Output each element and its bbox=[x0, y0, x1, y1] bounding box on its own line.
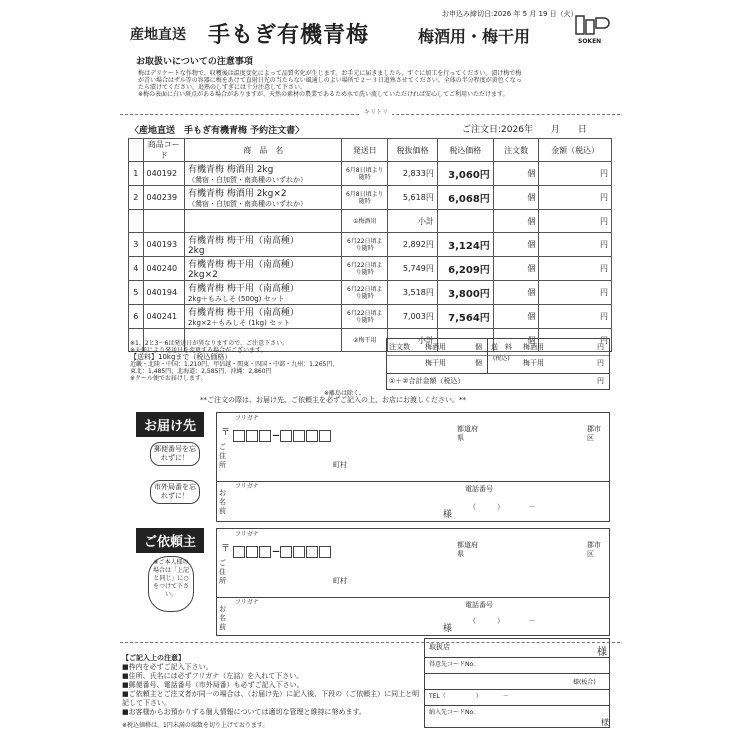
postal-code-input[interactable]: – bbox=[233, 541, 332, 560]
product-name-detail: 2kg＋もみしそ (500g) セット bbox=[187, 295, 285, 303]
row-no: 6 bbox=[129, 305, 144, 329]
form-title: 〈産地直送 手もぎ有機青梅 予約注文書〉 bbox=[130, 126, 305, 136]
note-line: ■お客様からお預かりする個人情報については適切な管理と維持に努めます。 bbox=[122, 708, 366, 716]
product-name bbox=[184, 281, 342, 305]
deliver-block bbox=[216, 412, 610, 522]
notice-line: たら漬けてください。追熟のしすぎには十分注意して下さい。 bbox=[138, 84, 307, 91]
ship-date: 6月22日頃より随時 bbox=[342, 257, 388, 281]
product-code: 040192 bbox=[143, 162, 184, 186]
requester-block bbox=[216, 528, 610, 636]
table-row bbox=[129, 305, 612, 329]
table-row bbox=[129, 281, 612, 305]
divider bbox=[387, 373, 609, 374]
amount-input[interactable]: 円 bbox=[539, 281, 612, 305]
note-line: ■住所、氏名には必ずフリガナ（左詰）を入れて下さい。 bbox=[122, 672, 304, 680]
product-name-detail: 2kg bbox=[187, 246, 205, 256]
cut-line-label: キリトリ bbox=[360, 109, 392, 116]
store-label: 取扱店 bbox=[429, 643, 450, 651]
col-ship: 発送日 bbox=[342, 139, 388, 162]
qty-input[interactable]: 個 bbox=[493, 257, 539, 281]
shipping-notes bbox=[130, 340, 380, 382]
pref-label: 都道府県 bbox=[457, 541, 478, 558]
notes-heading: 【ご記入上の注意】 bbox=[122, 654, 185, 662]
furigana-label: フリガナ bbox=[235, 483, 259, 490]
amount-input[interactable]: 円 bbox=[539, 186, 612, 210]
ship-date: 6月8日頃より随時 bbox=[342, 162, 388, 186]
row-no: 2 bbox=[129, 186, 144, 210]
notice-line: ※梅の表面に白い斑点がある場合がありますが、天然の素材の農業であるため水で洗い流していただければ安心してご利用いただけます。 bbox=[138, 91, 509, 98]
product-code: 040239 bbox=[143, 186, 184, 210]
col-amount: 金額（税込） bbox=[539, 139, 612, 162]
requester-reminder: ※ご本人様の場合は「上記と同じ」に○をつけて下さい。 bbox=[148, 556, 194, 612]
price-incl: 3,124円 bbox=[437, 233, 493, 257]
deliver-to-label: お届け先 bbox=[136, 412, 204, 437]
product-name-detail: 2kg×2 bbox=[187, 270, 218, 280]
amount-input[interactable]: 円 bbox=[539, 210, 612, 233]
summary-umeshu: 梅酒用 bbox=[425, 343, 446, 351]
order-date[interactable]: ご注文日:2026年 月 日 bbox=[462, 125, 587, 135]
address-label: ご住所 bbox=[219, 443, 226, 469]
table-row bbox=[129, 233, 612, 257]
note-line: ※天候により発送日を変更する場合がございます。 bbox=[130, 347, 267, 354]
order-deadline: お申込み締切日:2026 年 5 月 19 日（火） bbox=[442, 10, 578, 18]
divider bbox=[425, 657, 609, 658]
name-label: お名前 bbox=[219, 489, 226, 515]
name-input[interactable] bbox=[235, 493, 455, 519]
row-no: 5 bbox=[129, 281, 144, 305]
address-label: ご住所 bbox=[219, 559, 226, 585]
address-input[interactable] bbox=[235, 443, 605, 481]
page-subtitle: 梅酒用・梅干用 bbox=[418, 27, 531, 46]
product-code bbox=[143, 210, 184, 233]
qty-input[interactable]: 個 bbox=[493, 281, 539, 305]
ship-date: 6月22日頃より随時 bbox=[342, 281, 388, 305]
requester-label: ご依頼主 bbox=[136, 528, 204, 553]
notice-line: 梅はデリケートな作物で、収穫後は温度変化によって品質劣化が生じます。お手元に届きましたら、すぐに加工を行ってください。漬け梅で梅 bbox=[138, 70, 522, 77]
price-excl: 2,892円 bbox=[388, 233, 438, 257]
col-name: 商 品 名 bbox=[184, 139, 342, 162]
address-input[interactable] bbox=[235, 559, 605, 597]
postal-mark: 〒 bbox=[221, 544, 231, 554]
divider bbox=[425, 689, 609, 690]
store-sama: 様 bbox=[597, 647, 607, 658]
note-line: ■郵便番号、電話番号（市外局番）も必ずご記入下さい。 bbox=[122, 681, 304, 689]
phone-reminder: 市外局番を忘れずに！ bbox=[150, 480, 200, 504]
price-incl: 6,209円 bbox=[437, 257, 493, 281]
furigana-label: フリガナ bbox=[235, 599, 259, 606]
furigana-label: フリガナ bbox=[235, 415, 259, 422]
product-name-line: 有機青梅 梅干用（南高種） bbox=[187, 308, 299, 318]
product-name bbox=[184, 305, 342, 329]
col-code: 商品コード bbox=[143, 139, 184, 162]
note-line: ■枠内を必ずご記入下さい。 bbox=[122, 663, 213, 671]
order-table bbox=[128, 138, 612, 352]
ship-date: ②梅干用 bbox=[342, 329, 388, 352]
store-tel[interactable]: TEL（ ） － bbox=[429, 693, 509, 700]
note-line: 近畿・北陸・中国：1,210円、甲信越・関東・四国・中部・九州：1,265円、 bbox=[130, 361, 339, 368]
product-code: 040241 bbox=[143, 305, 184, 329]
header-prefix: 産地直送 bbox=[130, 27, 186, 43]
price-excl: 5,749円 bbox=[388, 257, 438, 281]
price-excl: 7,003円 bbox=[388, 305, 438, 329]
muni-label: 郡市区 bbox=[587, 425, 601, 442]
qty-input[interactable]: 個 bbox=[493, 162, 539, 186]
summary-ko-2[interactable]: 個 bbox=[475, 359, 482, 367]
ship-date: 6月22日頃より随時 bbox=[342, 233, 388, 257]
name-input[interactable] bbox=[235, 609, 455, 633]
divider bbox=[387, 355, 609, 356]
instruction: **ご注文の際は、お届け先、ご依頼主を必ずご記入の上、お店にお渡しください。** bbox=[200, 396, 466, 404]
price-excl: 小計 bbox=[388, 210, 438, 233]
divider bbox=[425, 705, 609, 706]
ship-date: ①梅酒用 bbox=[342, 210, 388, 233]
phone-input[interactable]: （ ） － bbox=[469, 503, 536, 511]
summary-ship-umeboshi: 梅干用 bbox=[523, 359, 544, 367]
postal-mark: 〒 bbox=[221, 428, 231, 438]
notice-line: が青い場合はザル等の容器に梅をあけて直射日光の当たらない風通しのよい場所で２～３日追熟させてください。全体の半分程度が黄色くなっ bbox=[138, 77, 522, 84]
summary-yen-2[interactable]: 円 bbox=[597, 359, 604, 367]
postal-code-input[interactable]: – bbox=[233, 425, 332, 444]
customer-code-input[interactable] bbox=[485, 659, 605, 671]
table-row bbox=[129, 162, 612, 186]
row-no bbox=[129, 210, 144, 233]
product-name bbox=[184, 186, 342, 210]
ship-date: 6月8日頃より随時 bbox=[342, 186, 388, 210]
notice-heading: お取扱いについての注意事項 bbox=[136, 57, 253, 67]
summary-taxnote: (税込) bbox=[493, 355, 510, 362]
product-code: 040193 bbox=[143, 233, 184, 257]
city-label: 町村 bbox=[333, 577, 347, 585]
table-header-row bbox=[129, 139, 612, 162]
page-title: 手もぎ有機青梅 bbox=[208, 23, 370, 48]
city-label: 町村 bbox=[333, 461, 347, 469]
price-excl: 3,518円 bbox=[388, 281, 438, 305]
phone-label: 電話番号 bbox=[465, 485, 493, 493]
table-row bbox=[129, 257, 612, 281]
product-code: 040194 bbox=[143, 281, 184, 305]
table-row bbox=[129, 186, 612, 210]
amount-input[interactable]: 円 bbox=[539, 257, 612, 281]
qty-input[interactable]: 個 bbox=[493, 305, 539, 329]
col-tax: 税込価格 bbox=[437, 139, 493, 162]
price-incl: 3,060円 bbox=[437, 162, 493, 186]
amount-input[interactable]: 円 bbox=[539, 233, 612, 257]
divider bbox=[217, 481, 609, 482]
muni-label: 郡市区 bbox=[587, 541, 601, 558]
ship-date: 6月22日頃より随時 bbox=[342, 305, 388, 329]
note-island: ※離島は除く。 bbox=[324, 390, 365, 397]
product-name bbox=[184, 257, 342, 281]
notice-body bbox=[138, 70, 618, 98]
name-label: お名前 bbox=[219, 605, 226, 631]
amount-input[interactable]: 円 bbox=[539, 305, 612, 329]
furigana-label: フリガナ bbox=[235, 531, 259, 538]
price-incl bbox=[437, 210, 493, 233]
product-name-line: 有機青梅 梅酒用 2kg×2 bbox=[187, 189, 287, 199]
customer-code-label: 得意先コードNo. bbox=[429, 661, 475, 668]
product-name bbox=[184, 162, 342, 186]
table-row bbox=[129, 210, 612, 233]
summary-shipping: 送 料 bbox=[491, 343, 512, 351]
summary-total: ①＋②合計金額（税込） bbox=[389, 377, 465, 385]
note-line: ※クール便でお届けします。 bbox=[130, 375, 207, 382]
price-excl: 小計 bbox=[388, 329, 438, 352]
note-line: 【送料】10kgまで（税込価格） bbox=[130, 353, 232, 361]
divider bbox=[217, 597, 609, 598]
qty-input[interactable]: 個 bbox=[493, 210, 539, 233]
summary-box bbox=[386, 338, 610, 390]
price-incl: 3,800円 bbox=[437, 281, 493, 305]
summary-yen-3[interactable]: 円 bbox=[597, 377, 604, 385]
price-incl: 7,564円 bbox=[437, 305, 493, 329]
product-name-line: 有機青梅 梅酒用 2kg bbox=[187, 165, 274, 175]
pref-label: 都道府県 bbox=[457, 425, 478, 442]
product-name-line: 有機青梅 梅干用（南高種） bbox=[187, 284, 299, 294]
qty-input[interactable]: 個 bbox=[493, 233, 539, 257]
summary-ko-1[interactable]: 個 bbox=[475, 343, 482, 351]
summary-yen-1[interactable]: 円 bbox=[597, 343, 604, 351]
tax-rounding-note: ※税込価格は、1円未満の端数を切り上げております。 bbox=[122, 722, 269, 729]
note-line: 東北：1,485円、北海道：2,585円、沖縄：2,860円 bbox=[130, 368, 272, 375]
price-excl: 2,833円 bbox=[388, 162, 438, 186]
price-excl: 5,618円 bbox=[388, 186, 438, 210]
qty-input[interactable]: 個 bbox=[493, 186, 539, 210]
divider bbox=[425, 673, 609, 674]
postal-reminder: 郵便番号を忘れずに！ bbox=[150, 442, 200, 466]
divider bbox=[487, 339, 488, 373]
row-no: 4 bbox=[129, 257, 144, 281]
notes-block bbox=[122, 654, 422, 717]
col-price: 税抜価格 bbox=[388, 139, 438, 162]
row-no: 1 bbox=[129, 162, 144, 186]
summary-ship-umeshu: 梅酒用 bbox=[523, 343, 544, 351]
soken-logo bbox=[574, 14, 610, 38]
product-name-line: 有機青梅 梅干用（南高種） bbox=[187, 236, 299, 246]
delivery-code-label: 納入先コードNo. bbox=[429, 709, 475, 716]
product-name-line: 有機青梅 梅干用（南高種） bbox=[187, 260, 299, 270]
sama-label: 様 bbox=[443, 510, 453, 520]
col-qty: 注文数 bbox=[493, 139, 539, 162]
summary-qty-label: 注文数 bbox=[389, 343, 410, 351]
phone-label: 電話番号 bbox=[465, 601, 493, 609]
note-line: ■ご依頼主とご注文者が同一の場合は、（お届け先）に記入後、下段の（ご依頼主）に同上と明記して下さい。 bbox=[122, 690, 420, 707]
logo-text: SOKEN bbox=[578, 38, 602, 45]
summary-umeboshi: 梅干用 bbox=[425, 359, 446, 367]
product-name bbox=[184, 233, 342, 257]
product-name-detail: 2kg×2＋もみしそ (1kg) セット bbox=[187, 319, 291, 327]
qty-input[interactable]: 個 bbox=[493, 329, 539, 352]
sama-label: 様 bbox=[443, 624, 453, 634]
product-name-detail: （鶯宿・白加賀・南高種のいずれか） bbox=[187, 176, 307, 184]
note-line: ※1、2と3～6は発送日が異なりますので、ご注意下さい。 bbox=[130, 340, 289, 347]
price-incl: 6,068円 bbox=[437, 186, 493, 210]
col-no bbox=[129, 139, 144, 162]
delivery-sama: 様 bbox=[601, 718, 609, 727]
product-name bbox=[184, 210, 342, 233]
row-no: 3 bbox=[129, 233, 144, 257]
store-box bbox=[424, 638, 610, 728]
phone-input[interactable]: （ ） － bbox=[469, 617, 536, 625]
stamp-label: 様(板合) bbox=[573, 679, 596, 686]
product-name-detail: （鶯宿・白加賀・南高種のいずれか） bbox=[187, 200, 307, 208]
product-code: 040240 bbox=[143, 257, 184, 281]
amount-input[interactable]: 円 bbox=[539, 162, 612, 186]
amount-input[interactable]: 円 bbox=[539, 329, 612, 352]
